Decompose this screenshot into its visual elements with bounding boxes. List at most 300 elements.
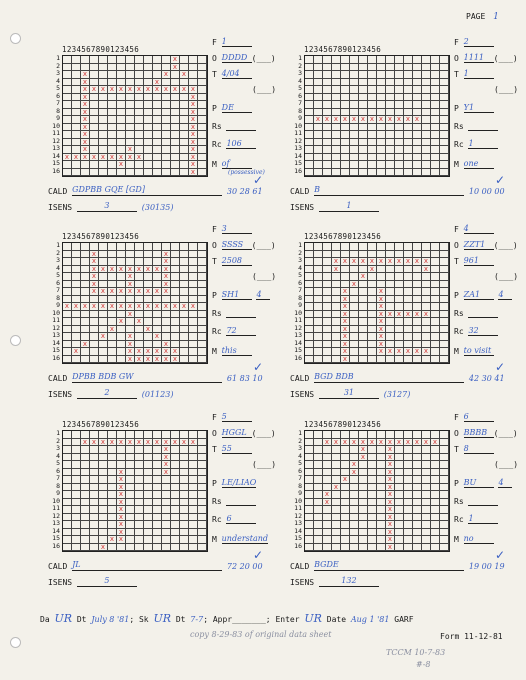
grid-square bbox=[99, 514, 108, 522]
grid-square bbox=[144, 139, 153, 147]
grid-mark: x bbox=[341, 341, 350, 349]
grid-square bbox=[135, 251, 144, 259]
grid-square bbox=[440, 318, 449, 326]
grid-square bbox=[422, 484, 431, 492]
grid-square bbox=[341, 86, 350, 94]
grid-square bbox=[171, 258, 180, 266]
grid-square bbox=[90, 469, 99, 477]
grid-square bbox=[90, 109, 99, 117]
grid-square bbox=[63, 281, 72, 289]
row-number: 6 bbox=[56, 466, 60, 475]
grid-square bbox=[332, 101, 341, 109]
row-number: 8 bbox=[56, 481, 60, 490]
grid-square bbox=[126, 56, 135, 64]
grid-mark: x bbox=[135, 288, 144, 296]
grid-square bbox=[332, 71, 341, 79]
grid-square bbox=[350, 356, 359, 364]
grid-square bbox=[99, 56, 108, 64]
grid-square bbox=[126, 506, 135, 514]
grid-square bbox=[72, 101, 81, 109]
grid-square bbox=[377, 454, 386, 462]
grid-square bbox=[99, 124, 108, 132]
grid-square bbox=[323, 101, 332, 109]
grid-square bbox=[117, 124, 126, 132]
grid-square bbox=[135, 476, 144, 484]
grid-square bbox=[395, 356, 404, 364]
grid-square bbox=[189, 446, 198, 454]
grid-square bbox=[404, 296, 413, 304]
grid-square bbox=[305, 94, 314, 102]
grid-square bbox=[422, 124, 431, 132]
grid-mark: x bbox=[422, 258, 431, 266]
grid-square bbox=[377, 266, 386, 274]
grid-square bbox=[404, 499, 413, 507]
field-P bbox=[212, 478, 256, 488]
grid-square bbox=[198, 56, 207, 64]
grid-square bbox=[341, 79, 350, 87]
grid-square bbox=[144, 64, 153, 72]
grid-square bbox=[368, 446, 377, 454]
paren-blank: (___) bbox=[493, 54, 518, 63]
row-number: 15 bbox=[294, 159, 302, 167]
grid-square bbox=[305, 296, 314, 304]
grid-square bbox=[180, 169, 189, 177]
grid-square bbox=[431, 281, 440, 289]
cald-label: CALD bbox=[290, 562, 310, 571]
grid-square bbox=[422, 529, 431, 537]
grid-square bbox=[413, 461, 422, 469]
field-label: Rs bbox=[454, 497, 464, 506]
grid-square bbox=[413, 154, 422, 162]
column-numbers: 1234567890123456 bbox=[62, 420, 140, 429]
grid-square bbox=[350, 154, 359, 162]
grid-square bbox=[162, 476, 171, 484]
row-number: 9 bbox=[56, 489, 60, 497]
grid-square bbox=[332, 356, 341, 364]
grid-square bbox=[72, 356, 81, 364]
grid-mark: x bbox=[126, 303, 135, 311]
grid-square bbox=[386, 288, 395, 296]
grid-square bbox=[440, 281, 449, 289]
grid-square bbox=[323, 251, 332, 259]
grid-square bbox=[350, 146, 359, 154]
row-number: 6 bbox=[298, 278, 302, 287]
grid-square bbox=[72, 131, 81, 139]
grid-square bbox=[171, 506, 180, 514]
grid-square bbox=[422, 318, 431, 326]
grid-square bbox=[404, 139, 413, 147]
grid-square bbox=[431, 296, 440, 304]
grid-square bbox=[90, 506, 99, 514]
grid-square bbox=[144, 251, 153, 259]
grid-square bbox=[180, 544, 189, 552]
grid-square bbox=[144, 311, 153, 319]
grid-square bbox=[72, 454, 81, 462]
grid-square bbox=[198, 281, 207, 289]
grid-square bbox=[117, 101, 126, 109]
grid-mark: x bbox=[431, 439, 440, 447]
grid-square bbox=[395, 139, 404, 147]
grid-square bbox=[440, 499, 449, 507]
grid-square bbox=[305, 56, 314, 64]
grid-square bbox=[198, 64, 207, 72]
grid-square bbox=[72, 439, 81, 447]
grid-mark: x bbox=[386, 536, 395, 544]
grid-square bbox=[189, 71, 198, 79]
grid-square bbox=[386, 318, 395, 326]
grid-square bbox=[440, 311, 449, 319]
grid-mark: x bbox=[350, 116, 359, 124]
grid-mark: x bbox=[359, 273, 368, 281]
row-number: 10 bbox=[52, 121, 60, 130]
grid-square bbox=[81, 161, 90, 169]
grid-square bbox=[377, 101, 386, 109]
grid-square bbox=[126, 544, 135, 552]
grid-square bbox=[314, 71, 323, 79]
grid-square bbox=[332, 243, 341, 251]
field-T bbox=[212, 256, 252, 266]
grid-square bbox=[63, 318, 72, 326]
grid-square bbox=[368, 86, 377, 94]
column-numbers: 1234567890123456 bbox=[304, 232, 382, 241]
field-value: 6 bbox=[226, 514, 256, 524]
grid-square bbox=[422, 101, 431, 109]
row-number: 11 bbox=[294, 316, 302, 324]
grid-square bbox=[72, 446, 81, 454]
grid-square bbox=[440, 266, 449, 274]
field-label: M bbox=[454, 160, 459, 169]
grid-square bbox=[153, 101, 162, 109]
grid-square bbox=[404, 476, 413, 484]
grid-mark: x bbox=[81, 439, 90, 447]
grid-square bbox=[395, 296, 404, 304]
grid-square bbox=[90, 446, 99, 454]
field-label: F bbox=[454, 225, 459, 234]
grid-square bbox=[126, 101, 135, 109]
grid-mark: x bbox=[81, 86, 90, 94]
check-mark-icon: ✓ bbox=[495, 548, 506, 562]
grid-square bbox=[171, 71, 180, 79]
row-number: 13 bbox=[52, 331, 60, 339]
field-value: one bbox=[464, 159, 494, 169]
grid-square bbox=[198, 86, 207, 94]
grid-mark: x bbox=[189, 131, 198, 139]
grid-square bbox=[341, 506, 350, 514]
grid-square bbox=[350, 521, 359, 529]
grid-mark: x bbox=[108, 266, 117, 274]
grid-square bbox=[81, 461, 90, 469]
grid-square bbox=[99, 64, 108, 72]
grid-square bbox=[108, 131, 117, 139]
field-value: no bbox=[464, 534, 494, 544]
grid-square bbox=[332, 454, 341, 462]
grid-square bbox=[135, 56, 144, 64]
grid-square bbox=[431, 303, 440, 311]
grid-mark: x bbox=[108, 439, 117, 447]
grid-square bbox=[368, 273, 377, 281]
grid-square bbox=[395, 469, 404, 477]
grid-square bbox=[162, 311, 171, 319]
grid-mark: x bbox=[126, 273, 135, 281]
grid-square bbox=[81, 536, 90, 544]
grid-square bbox=[198, 131, 207, 139]
grid-square bbox=[63, 258, 72, 266]
grid-square bbox=[386, 154, 395, 162]
grid-square bbox=[72, 251, 81, 259]
cald-line bbox=[48, 560, 263, 571]
grid-square bbox=[377, 86, 386, 94]
grid-square bbox=[350, 86, 359, 94]
row-number: 9 bbox=[56, 114, 60, 122]
grid-square bbox=[99, 476, 108, 484]
grid-square bbox=[99, 454, 108, 462]
grid-square bbox=[350, 311, 359, 319]
page-label: PAGE bbox=[466, 12, 486, 21]
grid-square bbox=[305, 529, 314, 537]
grid-square bbox=[72, 529, 81, 537]
grid-square bbox=[90, 94, 99, 102]
grid-square bbox=[359, 356, 368, 364]
isens-value: 5 bbox=[77, 576, 137, 587]
cald-value: BGD BDB bbox=[314, 372, 464, 383]
grid-square bbox=[144, 333, 153, 341]
grid-square bbox=[81, 169, 90, 177]
grid-square bbox=[350, 131, 359, 139]
grid-square bbox=[63, 484, 72, 492]
row-number: 9 bbox=[298, 114, 302, 122]
row-number: 9 bbox=[298, 489, 302, 497]
column-numbers: 1234567890123456 bbox=[62, 45, 140, 54]
grid-square bbox=[377, 94, 386, 102]
grid-square bbox=[108, 64, 117, 72]
grid-square bbox=[314, 146, 323, 154]
grid-mark: x bbox=[368, 116, 377, 124]
grid-square bbox=[189, 491, 198, 499]
grid-square bbox=[404, 161, 413, 169]
grid-square bbox=[314, 131, 323, 139]
grid-square bbox=[395, 529, 404, 537]
grid-square bbox=[422, 71, 431, 79]
grid-square bbox=[368, 56, 377, 64]
grid-square bbox=[341, 169, 350, 177]
grid-square bbox=[63, 454, 72, 462]
grid-mark: x bbox=[135, 303, 144, 311]
grid-square bbox=[431, 109, 440, 117]
cald-time: 61 83 10 bbox=[226, 374, 263, 383]
grid-square bbox=[386, 266, 395, 274]
grid-square bbox=[395, 56, 404, 64]
grid-square bbox=[431, 116, 440, 124]
grid-mark: x bbox=[386, 454, 395, 462]
grid-square bbox=[72, 326, 81, 334]
grid-square bbox=[108, 446, 117, 454]
grid-square bbox=[63, 348, 72, 356]
field-label: Rc bbox=[212, 140, 222, 149]
grid-square bbox=[332, 529, 341, 537]
field-T bbox=[454, 69, 494, 79]
grid-square bbox=[99, 71, 108, 79]
grid-square bbox=[153, 124, 162, 132]
grid-mark: x bbox=[359, 116, 368, 124]
grid-square bbox=[323, 273, 332, 281]
row-number: 2 bbox=[298, 248, 302, 257]
field-value: to visit bbox=[464, 346, 494, 356]
grid-mark: x bbox=[126, 154, 135, 162]
grid-mark: x bbox=[153, 348, 162, 356]
grid-mark: x bbox=[180, 86, 189, 94]
grid-square bbox=[153, 514, 162, 522]
row-number: 5 bbox=[298, 84, 302, 92]
grid-square bbox=[368, 288, 377, 296]
grid-square bbox=[72, 94, 81, 102]
grid-square bbox=[153, 499, 162, 507]
stroke-grid bbox=[62, 430, 208, 552]
grid-square bbox=[198, 514, 207, 522]
grid-square bbox=[377, 499, 386, 507]
row-number: 6 bbox=[56, 278, 60, 287]
grid-square bbox=[108, 544, 117, 552]
grid-square bbox=[108, 116, 117, 124]
grid-square bbox=[63, 333, 72, 341]
grid-square bbox=[422, 131, 431, 139]
grid-square bbox=[323, 303, 332, 311]
grid-square bbox=[431, 79, 440, 87]
paren-blank: (___) bbox=[493, 241, 518, 250]
grid-square bbox=[90, 341, 99, 349]
paren-blank: (___) bbox=[251, 241, 276, 250]
grid-square bbox=[180, 281, 189, 289]
cald-line bbox=[48, 372, 263, 383]
grid-square bbox=[440, 356, 449, 364]
grid-square bbox=[135, 521, 144, 529]
grid-mark: x bbox=[126, 439, 135, 447]
grid-square bbox=[422, 536, 431, 544]
grid-square bbox=[314, 56, 323, 64]
grid-mark: x bbox=[153, 333, 162, 341]
grid-square bbox=[314, 266, 323, 274]
row-number: 11 bbox=[52, 129, 60, 137]
grid-mark: x bbox=[126, 333, 135, 341]
grid-mark: x bbox=[99, 439, 108, 447]
grid-square bbox=[63, 499, 72, 507]
grid-square bbox=[305, 544, 314, 552]
grid-square bbox=[341, 273, 350, 281]
grid-square bbox=[323, 146, 332, 154]
grid-square bbox=[108, 71, 117, 79]
field-value: of bbox=[222, 159, 252, 169]
grid-square bbox=[377, 154, 386, 162]
grid-square bbox=[332, 326, 341, 334]
grid-square bbox=[81, 281, 90, 289]
grid-square bbox=[171, 446, 180, 454]
grid-square bbox=[81, 499, 90, 507]
m-note: (possessive) bbox=[228, 169, 265, 176]
grid-square bbox=[162, 326, 171, 334]
grid-square bbox=[198, 94, 207, 102]
grid-square bbox=[180, 273, 189, 281]
grid-mark: x bbox=[189, 154, 198, 162]
field-Rc bbox=[454, 139, 498, 149]
grid-square bbox=[314, 521, 323, 529]
grid-square bbox=[135, 536, 144, 544]
grid-square bbox=[90, 56, 99, 64]
grid-square bbox=[180, 461, 189, 469]
row-number: 1 bbox=[298, 241, 302, 249]
grid-square bbox=[198, 311, 207, 319]
grid-square bbox=[180, 161, 189, 169]
field-M bbox=[212, 346, 252, 356]
row-number: 7 bbox=[298, 474, 302, 482]
grid-square bbox=[126, 454, 135, 462]
grid-square bbox=[117, 94, 126, 102]
grid-square bbox=[305, 521, 314, 529]
grid-square bbox=[117, 139, 126, 147]
grid-square bbox=[422, 333, 431, 341]
grid-square bbox=[386, 86, 395, 94]
row-number: 16 bbox=[52, 353, 60, 362]
grid-mark: x bbox=[153, 439, 162, 447]
grid-mark: x bbox=[377, 311, 386, 319]
grid-mark: x bbox=[90, 154, 99, 162]
grid-square bbox=[440, 326, 449, 334]
grid-square bbox=[305, 154, 314, 162]
grid-square bbox=[72, 109, 81, 117]
org-label: GARF bbox=[394, 615, 414, 624]
grid-square bbox=[359, 521, 368, 529]
grid-square bbox=[323, 71, 332, 79]
cald-value: GDPBB GQE [GD] bbox=[72, 185, 222, 196]
grid-square bbox=[323, 243, 332, 251]
grid-square bbox=[90, 139, 99, 147]
grid-square bbox=[108, 311, 117, 319]
grid-square bbox=[305, 266, 314, 274]
grid-mark: x bbox=[63, 303, 72, 311]
grid-square bbox=[63, 491, 72, 499]
grid-mark: x bbox=[189, 86, 198, 94]
grid-square bbox=[350, 318, 359, 326]
grid-square bbox=[180, 101, 189, 109]
row-number: 6 bbox=[56, 91, 60, 100]
grid-square bbox=[162, 94, 171, 102]
grid-mark: x bbox=[314, 116, 323, 124]
cald-value: B bbox=[314, 185, 464, 196]
grid-square bbox=[422, 544, 431, 552]
grid-mark: x bbox=[341, 326, 350, 334]
grid-square bbox=[108, 341, 117, 349]
grid-square bbox=[440, 303, 449, 311]
grid-mark: x bbox=[386, 258, 395, 266]
grid-square bbox=[135, 326, 144, 334]
grid-square bbox=[117, 109, 126, 117]
grid-square bbox=[63, 139, 72, 147]
grid-square bbox=[377, 139, 386, 147]
grid-square bbox=[162, 521, 171, 529]
grid-square bbox=[153, 94, 162, 102]
field-label: T bbox=[212, 70, 217, 79]
grid-square bbox=[189, 476, 198, 484]
grid-square bbox=[198, 146, 207, 154]
grid-mark: x bbox=[117, 506, 126, 514]
row-number: 16 bbox=[294, 353, 302, 362]
grid-square bbox=[135, 506, 144, 514]
grid-square bbox=[377, 124, 386, 132]
grid-mark: x bbox=[162, 86, 171, 94]
row-number: 9 bbox=[298, 301, 302, 309]
grid-square bbox=[404, 64, 413, 72]
grid-square bbox=[314, 243, 323, 251]
field-Rc bbox=[212, 514, 256, 524]
row-number: 5 bbox=[56, 84, 60, 92]
